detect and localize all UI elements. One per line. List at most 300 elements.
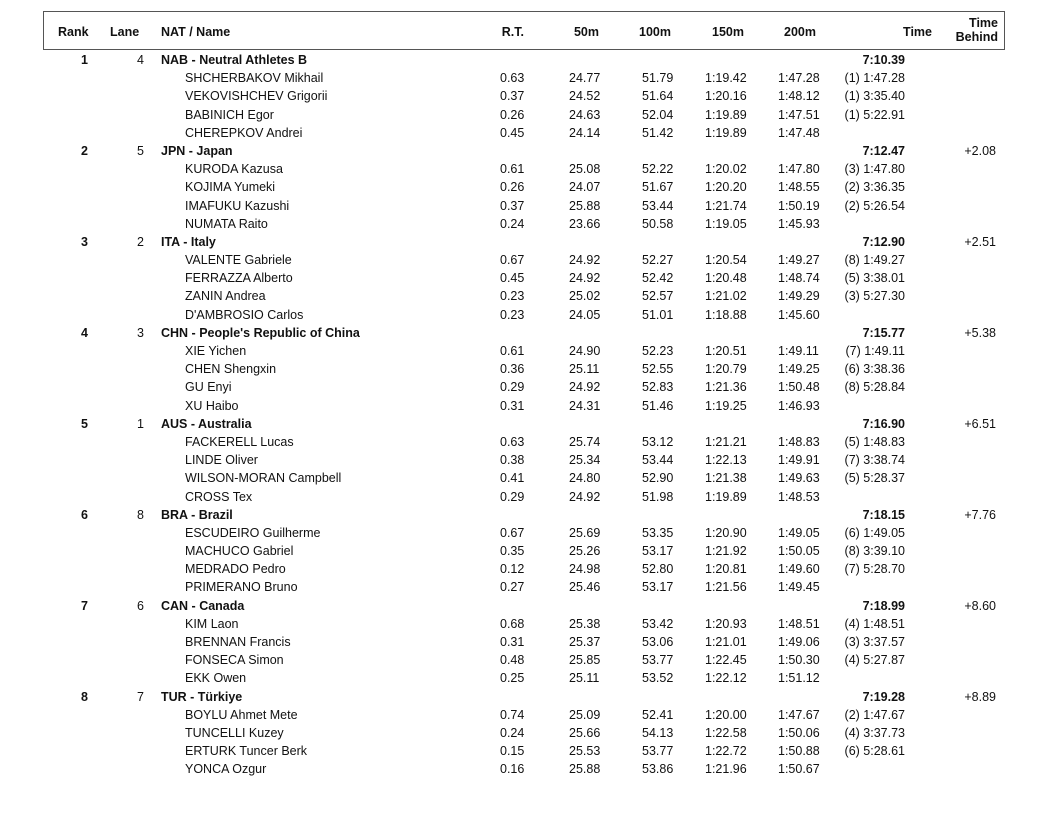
- split-50m: 25.26: [569, 544, 601, 559]
- swimmer-name: GU Enyi: [185, 380, 232, 395]
- swimmer-row: [0, 306, 1050, 324]
- swimmer-reaction-time: 0.67: [500, 525, 525, 540]
- team-time-behind: +5.38: [964, 325, 996, 340]
- split-150m: 1:22.12: [705, 671, 747, 686]
- swimmer-name: EKK Owen: [185, 671, 247, 686]
- split-150m: 1:20.90: [705, 525, 747, 540]
- split-50m: 24.63: [569, 107, 601, 122]
- swimmer-row: [0, 360, 1050, 378]
- team-row: [0, 324, 1050, 342]
- split-200m: 1:46.93: [778, 398, 820, 413]
- split-150m: 1:20.81: [705, 562, 747, 577]
- swimmer-row: [0, 524, 1050, 542]
- split-100m: 52.23: [642, 344, 674, 358]
- split-150m: 1:22.72: [705, 744, 747, 759]
- swimmer-name: ERTURK Tuncer Berk: [185, 744, 308, 759]
- team-name: CAN - Canada: [161, 598, 245, 613]
- swimmer-reaction-time: 0.24: [500, 725, 525, 740]
- swimmer-reaction-time: 0.36: [500, 362, 525, 377]
- swimmer-name: NUMATA Raito: [185, 216, 268, 231]
- swimmer-reaction-time: 0.45: [500, 125, 525, 140]
- team-name: BRA - Brazil: [161, 507, 233, 522]
- cumulative-time: (1) 3:35.40: [844, 89, 905, 104]
- split-50m: 24.98: [569, 562, 601, 577]
- split-200m: 1:45.60: [778, 307, 820, 322]
- swimmer-name: VEKOVISHCHEV Grigorii: [185, 89, 328, 104]
- split-200m: 1:49.60: [778, 562, 820, 577]
- team-name: AUS - Australia: [161, 416, 252, 431]
- split-50m: 23.66: [569, 216, 601, 231]
- swimmer-name: KURODA Kazusa: [185, 162, 283, 177]
- split-200m: 1:47.67: [778, 707, 820, 722]
- team-row: [0, 688, 1050, 706]
- split-150m: 1:21.96: [705, 762, 747, 777]
- split-100m: 54.13: [642, 725, 674, 740]
- cumulative-time: (5) 3:38.01: [844, 271, 905, 286]
- header-50m: 50m: [573, 25, 599, 39]
- split-100m: 53.17: [642, 544, 674, 559]
- swimmer-name: YONCA Ozgur: [185, 762, 267, 777]
- swimmer-row: [0, 651, 1050, 669]
- swimmer-name: D'AMBROSIO Carlos: [185, 307, 304, 322]
- split-50m: 25.66: [569, 725, 601, 740]
- split-50m: 25.08: [569, 162, 601, 177]
- split-200m: 1:48.74: [778, 271, 820, 286]
- split-100m: 51.67: [642, 180, 674, 195]
- split-200m: 1:49.11: [778, 344, 819, 358]
- split-150m: 1:20.00: [705, 707, 747, 722]
- cumulative-time: (2) 1:47.67: [844, 707, 905, 722]
- split-200m: 1:45.93: [778, 216, 820, 231]
- team-final-time: 7:12.90: [862, 234, 905, 249]
- split-150m: 1:21.74: [705, 198, 747, 213]
- header-100m: 100m: [639, 25, 671, 39]
- team-rank: 2: [81, 143, 88, 158]
- split-50m: 24.14: [569, 125, 601, 140]
- split-150m: 1:18.88: [705, 307, 747, 322]
- swimmer-name: MACHUCO Gabriel: [185, 544, 294, 559]
- header-time-behind-line2: Behind: [955, 30, 998, 44]
- header-lane: Lane: [110, 25, 140, 39]
- split-200m: 1:48.53: [778, 489, 820, 504]
- team-final-time: 7:12.47: [862, 143, 905, 158]
- split-200m: 1:49.27: [778, 253, 820, 268]
- split-150m: 1:19.05: [705, 216, 747, 231]
- split-200m: 1:50.48: [778, 380, 820, 395]
- cumulative-time: (1) 1:47.28: [844, 71, 905, 86]
- split-200m: 1:49.29: [778, 289, 820, 304]
- split-200m: 1:48.51: [778, 616, 820, 631]
- swimmer-name: CHEREPKOV Andrei: [185, 125, 303, 140]
- split-200m: 1:47.51: [778, 107, 820, 122]
- swimmer-row: [0, 197, 1050, 215]
- split-200m: 1:47.80: [778, 162, 820, 177]
- split-50m: 25.46: [569, 580, 601, 595]
- swimmer-name: TUNCELLI Kuzey: [185, 725, 284, 740]
- split-150m: 1:21.02: [705, 289, 747, 304]
- team-lane: 8: [137, 507, 144, 522]
- header-time-behind: [944, 16, 998, 44]
- team-rank: 4: [81, 325, 88, 340]
- team-final-time: 7:18.15: [862, 507, 905, 522]
- cumulative-time: (7) 5:28.70: [844, 562, 905, 577]
- team-final-time: 7:10.39: [862, 53, 905, 67]
- split-150m: 1:21.92: [705, 544, 747, 559]
- cumulative-time: (5) 5:28.37: [844, 471, 905, 486]
- swimmer-row: [0, 633, 1050, 651]
- split-50m: 24.80: [569, 471, 601, 486]
- swimmer-reaction-time: 0.68: [500, 616, 525, 631]
- swimmer-name: ZANIN Andrea: [185, 289, 266, 304]
- split-200m: 1:49.05: [778, 525, 820, 540]
- swimmer-row: [0, 269, 1050, 287]
- swimmer-reaction-time: 0.25: [500, 671, 525, 686]
- cumulative-time: (3) 1:47.80: [844, 162, 905, 177]
- split-100m: 51.42: [642, 125, 674, 140]
- swimmer-row: [0, 433, 1050, 451]
- swimmer-name: LINDE Oliver: [185, 453, 258, 468]
- swimmer-reaction-time: 0.38: [500, 453, 525, 468]
- swimmer-name: BABINICH Egor: [185, 107, 274, 122]
- split-50m: 25.38: [569, 616, 601, 631]
- cumulative-time: (8) 3:39.10: [844, 544, 905, 559]
- split-100m: 51.64: [642, 89, 674, 104]
- swimmer-row: [0, 106, 1050, 124]
- cumulative-time: (4) 5:27.87: [844, 653, 905, 668]
- team-name: CHN - People's Republic of China: [161, 325, 360, 340]
- split-100m: 51.79: [642, 71, 674, 86]
- split-150m: 1:21.21: [705, 434, 747, 449]
- swimmer-reaction-time: 0.29: [500, 489, 525, 504]
- team-time-behind: +8.60: [964, 598, 996, 613]
- split-50m: 25.88: [569, 762, 601, 777]
- header-nat-name: NAT / Name: [161, 25, 231, 39]
- swimmer-reaction-time: 0.16: [500, 762, 525, 777]
- swimmer-reaction-time: 0.61: [500, 344, 525, 358]
- header-200m: 200m: [784, 25, 816, 39]
- swimmer-reaction-time: 0.37: [500, 198, 525, 213]
- split-150m: 1:19.89: [705, 489, 747, 504]
- split-100m: 51.01: [642, 307, 674, 322]
- split-100m: 52.57: [642, 289, 674, 304]
- team-rank: 1: [81, 53, 88, 67]
- team-time-behind: +8.89: [964, 689, 996, 704]
- split-200m: 1:47.28: [778, 71, 820, 86]
- split-200m: 1:50.88: [778, 744, 820, 759]
- swimmer-row: [0, 397, 1050, 415]
- swimmer-row: [0, 560, 1050, 578]
- swimmer-row: [0, 124, 1050, 142]
- header-rank: Rank: [58, 25, 89, 39]
- split-200m: 1:50.06: [778, 725, 820, 740]
- team-name: TUR - Türkiye: [161, 689, 243, 704]
- swimmer-reaction-time: 0.31: [500, 635, 525, 649]
- team-rank: 6: [81, 507, 88, 522]
- team-rank: 3: [81, 234, 88, 249]
- swimmer-row: [0, 760, 1050, 778]
- swimmer-row: [0, 87, 1050, 105]
- team-rank: 5: [81, 416, 88, 431]
- swimmer-reaction-time: 0.63: [500, 71, 525, 86]
- swimmer-row: [0, 287, 1050, 305]
- split-50m: 24.52: [569, 89, 601, 104]
- split-50m: 25.88: [569, 198, 601, 213]
- team-final-time: 7:15.77: [862, 325, 905, 340]
- swimmer-row: [0, 178, 1050, 196]
- team-lane: 5: [137, 143, 144, 158]
- swimmer-row: [0, 706, 1050, 724]
- swimmer-row: [0, 669, 1050, 687]
- team-time-behind: +6.51: [964, 416, 996, 431]
- split-150m: 1:21.36: [705, 380, 747, 395]
- team-lane: 6: [137, 598, 144, 613]
- swimmer-name: PRIMERANO Bruno: [185, 580, 298, 595]
- split-50m: 24.92: [569, 271, 601, 286]
- swimmer-name: FACKERELL Lucas: [185, 434, 294, 449]
- split-100m: 53.06: [642, 635, 674, 649]
- header-time: Time: [903, 25, 932, 39]
- swimmer-reaction-time: 0.31: [500, 398, 525, 413]
- split-100m: 50.58: [642, 216, 674, 231]
- swimmer-row: [0, 451, 1050, 469]
- swimmer-row: [0, 615, 1050, 633]
- split-100m: 53.86: [642, 762, 674, 777]
- swimmer-name: XU Haibo: [185, 398, 239, 413]
- split-200m: 1:50.19: [778, 198, 820, 213]
- swimmer-reaction-time: 0.26: [500, 107, 525, 122]
- swimmer-row: [0, 742, 1050, 760]
- split-100m: 52.22: [642, 162, 674, 177]
- split-50m: 25.74: [569, 434, 601, 449]
- swimmer-reaction-time: 0.45: [500, 271, 525, 286]
- split-200m: 1:50.67: [778, 762, 820, 777]
- cumulative-time: (6) 3:38.36: [844, 362, 905, 377]
- team-final-time: 7:18.99: [862, 598, 905, 613]
- split-100m: 53.44: [642, 453, 674, 468]
- split-50m: 25.09: [569, 707, 601, 722]
- split-100m: 53.42: [642, 616, 674, 631]
- team-name: JPN - Japan: [161, 143, 233, 158]
- swimmer-name: XIE Yichen: [185, 344, 247, 358]
- swimmer-name: SHCHERBAKOV Mikhail: [185, 71, 324, 86]
- swimmer-name: VALENTE Gabriele: [185, 253, 292, 268]
- results-table-header: [43, 11, 1005, 50]
- swimmer-row: [0, 542, 1050, 560]
- cumulative-time: (3) 3:37.57: [844, 635, 905, 649]
- split-50m: 25.53: [569, 744, 601, 759]
- swimmer-name: BOYLU Ahmet Mete: [185, 707, 298, 722]
- split-200m: 1:50.05: [778, 544, 820, 559]
- swimmer-row: [0, 378, 1050, 396]
- cumulative-time: (5) 1:48.83: [844, 434, 905, 449]
- split-50m: 25.69: [569, 525, 601, 540]
- split-50m: 25.11: [569, 362, 600, 377]
- split-100m: 51.46: [642, 398, 674, 413]
- cumulative-time: (6) 5:28.61: [844, 744, 905, 759]
- split-150m: 1:19.89: [705, 125, 747, 140]
- split-50m: 25.11: [569, 671, 600, 686]
- cumulative-time: (8) 1:49.27: [844, 253, 905, 268]
- split-150m: 1:22.58: [705, 725, 747, 740]
- team-name: ITA - Italy: [161, 234, 216, 249]
- split-200m: 1:48.12: [778, 89, 820, 104]
- header-150m: 150m: [712, 25, 744, 39]
- split-100m: 53.52: [642, 671, 674, 686]
- split-50m: 25.34: [569, 453, 601, 468]
- cumulative-time: (6) 1:49.05: [844, 525, 905, 540]
- split-150m: 1:20.93: [705, 616, 747, 631]
- team-row: [0, 415, 1050, 433]
- team-lane: 3: [137, 325, 144, 340]
- results-table-body: [0, 51, 1050, 779]
- swimmer-name: CROSS Tex: [185, 489, 253, 504]
- split-150m: 1:22.45: [705, 653, 747, 668]
- team-lane: 4: [137, 53, 144, 67]
- team-lane: 2: [137, 234, 144, 249]
- swimmer-reaction-time: 0.24: [500, 216, 525, 231]
- split-150m: 1:20.16: [705, 89, 747, 104]
- split-50m: 24.90: [569, 344, 601, 358]
- swimmer-row: [0, 215, 1050, 233]
- split-200m: 1:49.06: [778, 635, 820, 649]
- team-row: [0, 142, 1050, 160]
- split-100m: 53.17: [642, 580, 674, 595]
- team-time-behind: +2.08: [964, 143, 996, 158]
- split-150m: 1:20.20: [705, 180, 747, 195]
- swimmer-row: [0, 251, 1050, 269]
- swimmer-row: [0, 724, 1050, 742]
- split-150m: 1:22.13: [705, 453, 747, 468]
- split-100m: 53.77: [642, 744, 674, 759]
- team-row: [0, 506, 1050, 524]
- split-50m: 24.77: [569, 71, 601, 86]
- swimmer-reaction-time: 0.67: [500, 253, 525, 268]
- split-50m: 25.02: [569, 289, 601, 304]
- swimmer-name: MEDRADO Pedro: [185, 562, 286, 577]
- swimmer-reaction-time: 0.26: [500, 180, 525, 195]
- split-50m: 25.37: [569, 635, 601, 649]
- swimmer-name: ESCUDEIRO Guilherme: [185, 525, 321, 540]
- cumulative-time: (8) 5:28.84: [844, 380, 905, 395]
- cumulative-time: (2) 5:26.54: [844, 198, 905, 213]
- team-lane: 7: [137, 689, 144, 704]
- cumulative-time: (7) 3:38.74: [844, 453, 905, 468]
- split-150m: 1:21.38: [705, 471, 747, 486]
- swimmer-reaction-time: 0.15: [500, 744, 525, 759]
- swimmer-reaction-time: 0.23: [500, 307, 525, 322]
- split-200m: 1:50.30: [778, 653, 820, 668]
- team-final-time: 7:19.28: [862, 689, 905, 704]
- split-100m: 52.80: [642, 562, 674, 577]
- team-row: [0, 51, 1050, 69]
- split-50m: 24.05: [569, 307, 601, 322]
- swimmer-reaction-time: 0.23: [500, 289, 525, 304]
- swimmer-row: [0, 69, 1050, 87]
- swimmer-row: [0, 342, 1050, 360]
- split-200m: 1:49.25: [778, 362, 820, 377]
- split-100m: 53.35: [642, 525, 674, 540]
- swimmer-name: FERRAZZA Alberto: [185, 271, 293, 286]
- cumulative-time: (1) 5:22.91: [844, 107, 905, 122]
- swimmer-row: [0, 578, 1050, 596]
- split-100m: 53.44: [642, 198, 674, 213]
- split-150m: 1:19.42: [705, 71, 747, 86]
- team-rank: 8: [81, 689, 88, 704]
- split-50m: 24.07: [569, 180, 601, 195]
- cumulative-time: (2) 3:36.35: [844, 180, 905, 195]
- split-100m: 52.41: [642, 707, 674, 722]
- split-50m: 24.92: [569, 253, 601, 268]
- cumulative-time: (4) 3:37.73: [844, 725, 905, 740]
- swimmer-reaction-time: 0.41: [500, 471, 525, 486]
- team-lane: 1: [137, 416, 144, 431]
- split-100m: 52.55: [642, 362, 674, 377]
- split-200m: 1:49.91: [778, 453, 820, 468]
- swimmer-name: KIM Laon: [185, 616, 239, 631]
- swimmer-reaction-time: 0.27: [500, 580, 525, 595]
- split-150m: 1:20.51: [705, 344, 747, 358]
- swimmer-reaction-time: 0.12: [500, 562, 525, 577]
- split-150m: 1:19.89: [705, 107, 747, 122]
- swimmer-name: BRENNAN Francis: [185, 635, 291, 649]
- swimmer-name: IMAFUKU Kazushi: [185, 198, 290, 213]
- team-row: [0, 233, 1050, 251]
- swimmer-name: KOJIMA Yumeki: [185, 180, 276, 195]
- split-100m: 52.42: [642, 271, 674, 286]
- split-150m: 1:19.25: [705, 398, 747, 413]
- swimmer-row: [0, 160, 1050, 178]
- split-150m: 1:21.56: [705, 580, 747, 595]
- split-100m: 52.83: [642, 380, 674, 395]
- split-100m: 52.04: [642, 107, 674, 122]
- team-name: NAB - Neutral Athletes B: [161, 53, 308, 67]
- swimmer-name: CHEN Shengxin: [185, 362, 277, 377]
- swimmer-reaction-time: 0.29: [500, 380, 525, 395]
- split-50m: 24.31: [569, 398, 601, 413]
- split-200m: 1:51.12: [778, 671, 820, 686]
- split-50m: 25.85: [569, 653, 601, 668]
- cumulative-time: (4) 1:48.51: [844, 616, 905, 631]
- swimmer-reaction-time: 0.63: [500, 434, 525, 449]
- swimmer-reaction-time: 0.48: [500, 653, 525, 668]
- split-100m: 52.90: [642, 471, 674, 486]
- split-100m: 53.12: [642, 434, 674, 449]
- swimmer-reaction-time: 0.61: [500, 162, 525, 177]
- split-100m: 52.27: [642, 253, 674, 268]
- cumulative-time: (3) 5:27.30: [844, 289, 905, 304]
- swimmer-reaction-time: 0.35: [500, 544, 525, 559]
- split-150m: 1:20.02: [705, 162, 747, 177]
- swimmer-name: WILSON-MORAN Campbell: [185, 471, 342, 486]
- header-reaction-time: R.T.: [501, 25, 524, 39]
- header-time-behind-line1: Time: [969, 16, 998, 30]
- swimmer-name: FONSECA Simon: [185, 653, 284, 668]
- swimmer-row: [0, 488, 1050, 506]
- team-time-behind: +7.76: [964, 507, 996, 522]
- split-200m: 1:47.48: [778, 125, 820, 140]
- team-rank: 7: [81, 598, 88, 613]
- team-final-time: 7:16.90: [862, 416, 905, 431]
- split-200m: 1:49.63: [778, 471, 820, 486]
- split-50m: 24.92: [569, 380, 601, 395]
- cumulative-time: (7) 1:49.11: [845, 344, 905, 358]
- split-200m: 1:49.45: [778, 580, 820, 595]
- split-200m: 1:48.83: [778, 434, 820, 449]
- split-150m: 1:20.54: [705, 253, 747, 268]
- split-100m: 53.77: [642, 653, 674, 668]
- split-150m: 1:20.79: [705, 362, 747, 377]
- split-200m: 1:48.55: [778, 180, 820, 195]
